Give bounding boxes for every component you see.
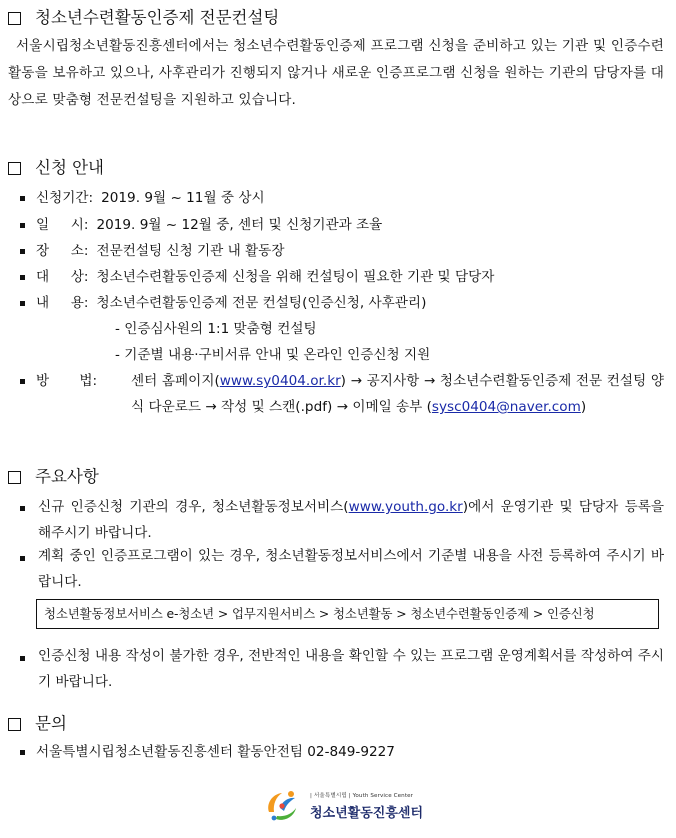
list-item-place [20,241,284,261]
checkbox-square-icon [8,162,21,175]
list-item-target [20,267,494,287]
checkbox-square-icon [8,471,21,484]
youth-portal-link[interactable]: www.youth.go.kr [348,499,463,515]
bullet-square-icon [20,379,25,384]
content-value: 청소년수련활동인증제 전문 컨설팅(인증신청, 사후관리) [96,295,427,311]
period-label: 신청기간: [36,190,94,206]
center-homepage-link[interactable]: www.sy0404.or.kr [219,373,341,389]
section-title-text: 문의 [35,714,67,733]
method-text-post: ) → 공지사항 → 청소년수련활동인증제 전문 컨설팅 양식 다운로드 → 작성 및 스캔(.pdf) → 이메일 송부 ( [131,373,664,415]
list-item-method [20,371,97,391]
bullet-square-icon [20,249,25,254]
list-item-date [20,215,382,235]
list-item-note-1-bullet [20,498,36,511]
content-label: 내 용: [36,295,89,311]
target-value: 청소년수련활동인증제 신청을 위해 컨설팅이 필요한 기관 및 담당자 [96,269,495,285]
checkbox-square-icon [8,718,21,731]
bullet-square-icon [20,196,25,201]
list-item-note-2: 계획 중인 인증프로그램이 있는 경우, 청소년활동정보서비스에서 기준별 내용을 사전 등록하여 주시기 바랍니다. [38,548,664,590]
method-text-pre: 센터 홈페이지( [131,373,220,389]
bullet-square-icon [20,556,25,561]
bullet-square-icon [20,506,25,511]
navigation-path-box: 청소년활동정보서비스 e-청소년 > 업무지원서비스 > 청소년활동 > 청소년수련활동인증제 > 인증신청 [36,599,659,629]
list-item-contact [20,742,395,762]
bullet-square-icon [20,301,25,306]
target-label: 대 상: [36,269,89,285]
method-text-end: ) [580,399,587,415]
place-value: 전문컨설팅 신청 기관 내 활동장 [96,243,285,259]
youth-center-logo-icon [262,786,302,826]
bullet-square-icon [20,275,25,280]
section-title-inquiry [8,714,67,734]
list-item-note-3: 인증신청 내용 작성이 불가한 경우, 전반적인 내용을 확인할 수 있는 프로그램 운영계획서를 작성하여 주시기 바랍니다. [38,648,664,690]
list-item-period [20,188,265,208]
place-label: 장 소: [36,243,89,259]
bullet-square-icon [20,750,25,755]
method-label: 방 법: [36,373,98,389]
section-title-application [8,158,104,178]
section-title-consulting [8,8,279,28]
email-link[interactable]: sysc0404@naver.com [431,399,581,415]
section-title-text: 신청 안내 [35,158,105,177]
checkbox-square-icon [8,12,21,25]
note-1-text-post: )에서 운영기관 및 담당자 등록을 해주시기 바랍니다. [38,499,664,541]
content-sub-item-1: - 인증심사원의 1:1 맞춤형 컨설팅 [115,321,317,337]
bullet-square-icon [20,223,25,228]
period-value: 2019. 9월 ~ 11월 중 상시 [101,190,265,206]
section-title-text: 주요사항 [35,467,99,486]
content-sub-item-2: - 기준별 내용·구비서류 안내 및 온라인 인증신청 지원 [115,347,431,363]
section-title-notes [8,467,99,487]
center-logo [262,784,442,828]
bullet-square-icon [20,656,25,661]
logo-small-text: | 서울특별시립 | Youth Service Center [310,793,414,799]
section-title-text: 청소년수련활동인증제 전문컨설팅 [35,8,280,27]
list-item-note-2-bullet [20,548,36,561]
date-value: 2019. 9월 ~ 12월 중, 센터 및 신청기관과 조율 [96,217,383,233]
contact-text: 서울특별시립청소년활동진흥센터 활동안전팀 02-849-9227 [36,744,395,760]
method-value [131,368,664,420]
date-label: 일 시: [36,217,89,233]
intro-paragraph-text: 서울시립청소년활동진흥센터에서는 청소년수련활동인증제 프로그램 신청을 준비하고 있는 기관 및 인증수련활동을 보유하고 있으나, 사후관리가 진행되지 않거나 새로운 인증프로그램 신청을 원하는 기관의 담당자를 대상으로 맞춤형 전문컨설팅을 지원하고 있습니다. [8,38,664,108]
list-item-note-1 [38,494,664,546]
intro-paragraph [8,33,664,114]
list-item-note-3-bullet [20,648,36,661]
note-1-text-pre: 신규 인증신청 기관의 경우, 청소년활동정보서비스( [38,499,349,515]
list-item-content [20,293,426,313]
logo-big-text: 청소년활동진흥센터 [310,806,424,821]
